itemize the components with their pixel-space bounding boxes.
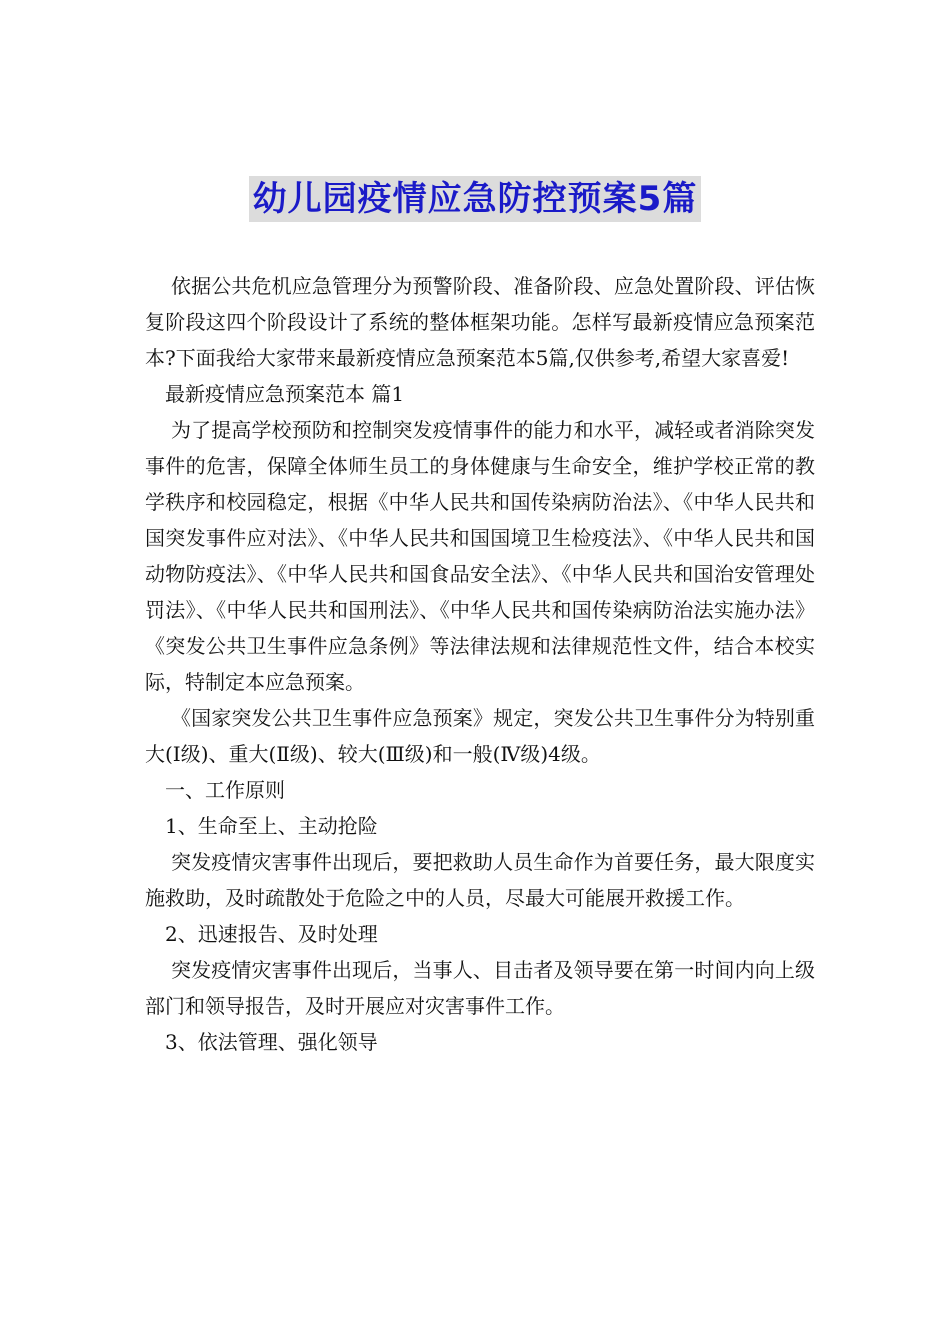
document-title: 幼儿园疫情应急防控预案5篇 bbox=[249, 176, 702, 222]
title-container bbox=[0, 176, 950, 222]
principle-3-heading: 3、依法管理、强化领导 bbox=[165, 1030, 378, 1054]
principle-1-paragraph: 突发疫情灾害事件出现后，要把救助人员生命作为首要任务，最大限度实施救助，及时疏散处于危险之中的人员，尽最大可能展开救援工作。 bbox=[145, 850, 815, 910]
principle-2-heading: 2、迅速报告、及时处理 bbox=[165, 922, 378, 946]
principles-heading: 一、工作原则 bbox=[165, 778, 285, 802]
intro-paragraph: 依据公共危机应急管理分为预警阶段、准备阶段、应急处置阶段、评估恢复阶段这四个阶段设计了系统的整体框架功能。怎样写最新疫情应急预案范本?下面我给大家带来最新疫情应急预案范本5篇,仅供参考,希望大家喜爱! bbox=[145, 274, 815, 370]
principle-2-paragraph: 突发疫情灾害事件出现后，当事人、目击者及领导要在第一时间内向上级部门和领导报告，及时开展应对灾害事件工作。 bbox=[145, 958, 815, 1018]
document-body bbox=[145, 268, 815, 1060]
levels-paragraph: 《国家突发公共卫生事件应急预案》规定，突发公共卫生事件分为特别重大(Ⅰ级)、重大(Ⅱ级)、较大(Ⅲ级)和一般(Ⅳ级)4级。 bbox=[145, 706, 815, 766]
purpose-paragraph: 为了提高学校预防和控制突发疫情事件的能力和水平，减轻或者消除突发事件的危害，保障全体师生员工的身体健康与生命安全，维护学校正常的教学秩序和校园稳定，根据《中华人民共和国传染病防治法》、《中华人民共和国突发事件应对法》、《中华人民共和国国境卫生检疫法》、《中华人民共和国动物防疫法》、《中华人民共和国食品安全法》、《中华人民共和国治安管理处罚法》、《中华人民共和国刑法》、《中华人民共和国传染病防治法实施办法》《突发公共卫生事件应急条例》等法律法规和法律规范性文件，结合本校实际，特制定本应急预案。 bbox=[145, 418, 815, 694]
principle-1-heading: 1、生命至上、主动抢险 bbox=[165, 814, 378, 838]
section-title: 最新疫情应急预案范本 篇1 bbox=[165, 382, 405, 406]
